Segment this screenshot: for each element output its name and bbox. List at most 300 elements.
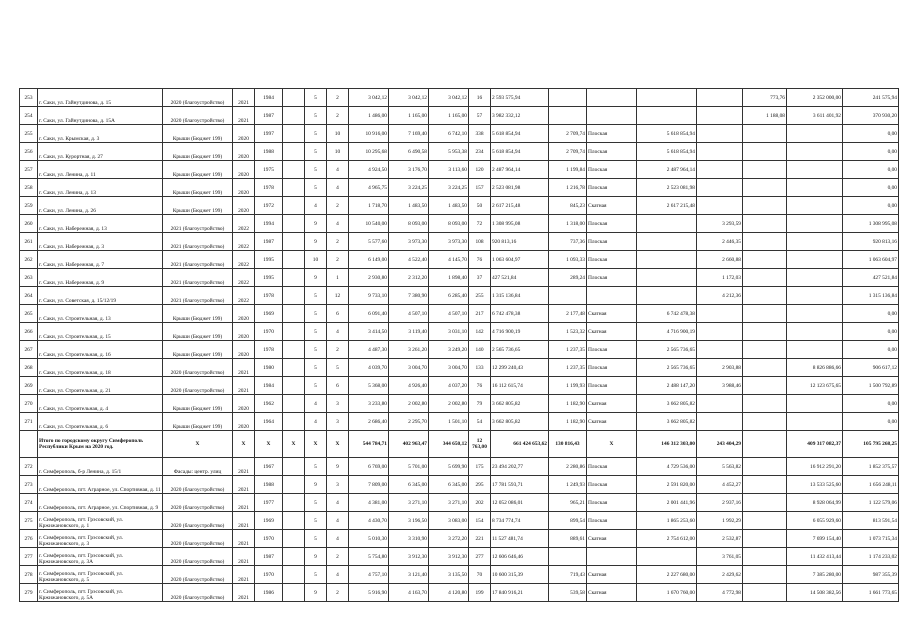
capital-repair-table [19,88,899,602]
cell-col5 [283,548,305,566]
cell-residents: 133 [469,359,491,377]
cell-col20: 0,00 [843,179,899,197]
cell-address: г. Симферополь, пгт. Грэсовский, ул. Кржижановского, д. 1 [38,512,163,530]
cell-col5 [283,323,305,341]
cell-col16 [637,251,697,269]
cell-col14: 1 093,33 [549,251,587,269]
cell-col17: 3 988,46 [697,377,743,395]
cell-col16: 4 716 900,19 [637,323,697,341]
cell-col16 [637,89,697,107]
table-body-simferopol [20,458,899,602]
cell-residents: 217 [469,305,491,323]
cell-area-total: 10 295,68 [349,143,389,161]
cell-address: г. Саки, ул. Строительная, д. 13 [38,305,163,323]
table-row [20,197,899,215]
table-row [20,530,899,548]
cell-floors: 4 [305,413,327,431]
cell-col16 [637,233,697,251]
cell-col20: 1 073 715,34 [843,530,899,548]
cell-total-cost: 2 487 964,14 [491,161,549,179]
cell-area-owned: 3 249,20 [429,341,469,359]
cell-col18 [743,251,787,269]
cell-col17: 4 772,98 [697,584,743,602]
total-c16: 146 312 303,00 [637,431,697,458]
cell-entrances: 3 [327,413,349,431]
cell-area-total: 5 916,90 [349,584,389,602]
cell-built-year: 1975 [255,161,283,179]
cell-total-cost: 1 315 136,84 [491,287,549,305]
cell-roof-type: Плоская [587,458,637,476]
cell-col18 [743,269,787,287]
cell-area-living: 1 483,50 [389,197,429,215]
cell-col18 [743,143,787,161]
cell-residents: 76 [469,251,491,269]
cell-col14: 2 709,74 [549,125,587,143]
cell-floors: 5 [305,125,327,143]
cell-entrances: 2 [327,341,349,359]
table-row [20,413,899,431]
cell-col5 [283,530,305,548]
cell-area-total: 3 233,80 [349,395,389,413]
cell-row-no: 269 [20,377,38,395]
cell-col16: 2 227 680,00 [637,566,697,584]
cell-built-year: 1970 [255,530,283,548]
cell-address: г. Симферополь, пгт. Аграрное, ул. Спортивная, д. 9 [38,494,163,512]
cell-col5 [283,512,305,530]
cell-col5 [283,89,305,107]
cell-col5 [283,359,305,377]
cell-area-total: 2 686,40 [349,413,389,431]
cell-col5 [283,413,305,431]
cell-year: 2022 [233,233,255,251]
cell-col5 [283,143,305,161]
cell-entrances: 2 [327,107,349,125]
cell-floors: 5 [305,377,327,395]
cell-col18 [743,125,787,143]
cell-col18 [743,305,787,323]
cell-built-year: 1987 [255,548,283,566]
cell-col20: 813 591,54 [843,512,899,530]
cell-work-type: 2020 (благоустройство) [163,89,233,107]
cell-row-no: 272 [20,458,38,476]
cell-roof-type: Скатная [587,323,637,341]
cell-address: г. Симферополь, пгт. Аграрное, ул. Спортивная, д. 11 [38,476,163,494]
cell-col20: 987 355,39 [843,566,899,584]
cell-row-no: 256 [20,143,38,161]
cell-col20: 370 930,20 [843,107,899,125]
cell-total-cost: 12 052 086,01 [491,494,549,512]
cell-col18 [743,377,787,395]
cell-roof-type: Плоская [587,494,637,512]
cell-built-year: 1986 [255,584,283,602]
cell-floors: 4 [305,395,327,413]
cell-roof-type: Плоская [587,359,637,377]
cell-total-cost: 4 716 900,19 [491,323,549,341]
cell-col5 [283,287,305,305]
cell-col18 [743,476,787,494]
cell-entrances: 2 [327,584,349,602]
cell-col18 [743,233,787,251]
cell-row-no: 277 [20,548,38,566]
cell-year: 2020 [233,395,255,413]
table-row [20,161,899,179]
cell-entrances: 10 [327,143,349,161]
cell-col5 [283,476,305,494]
cell-area-total: 1 718,70 [349,197,389,215]
cell-col5 [283,377,305,395]
cell-floors: 5 [305,89,327,107]
cell-row-no: 264 [20,287,38,305]
table-row [20,566,899,584]
cell-col17: 3 761,05 [697,548,743,566]
cell-col14: 1 318,00 [549,215,587,233]
table-row [20,323,899,341]
table-row [20,512,899,530]
cell-year: 2020 [233,305,255,323]
cell-built-year: 1987 [255,107,283,125]
cell-area-owned: 4 145,70 [429,251,469,269]
cell-area-total: 6 091,40 [349,305,389,323]
cell-row-no: 267 [20,341,38,359]
cell-col14: 1 216,78 [549,179,587,197]
cell-col5 [283,305,305,323]
cell-col5 [283,251,305,269]
cell-address: г. Симферополь, пгт. Грэсовский, ул. Кржижановского, д. 5 [38,566,163,584]
cell-year: 2020 [233,125,255,143]
cell-entrances: 4 [327,494,349,512]
cell-area-owned: 6 285,40 [429,287,469,305]
total-no [20,431,38,458]
cell-roof-type: Скатная [587,197,637,215]
cell-work-type: Фасады: центр. улиц [163,458,233,476]
cell-col5 [283,233,305,251]
cell-col5 [283,161,305,179]
cell-row-no: 253 [20,89,38,107]
cell-col19: 8 928 064,99 [787,494,843,512]
table-row [20,359,899,377]
cell-row-no: 262 [20,251,38,269]
cell-work-type: 2020 (благоустройство) [163,566,233,584]
cell-year: 2021 [233,359,255,377]
cell-col5 [283,584,305,602]
cell-roof-type: Плоская [587,512,637,530]
total-c19: 409 317 082,37 [787,431,843,458]
cell-col19 [787,413,843,431]
total-x-c5: Х [283,431,305,458]
cell-row-no: 278 [20,566,38,584]
cell-address: г. Саки, ул. Строительная, д. 18 [38,359,163,377]
cell-total-cost: 23 494 202,77 [491,458,549,476]
cell-area-living: 3 271,10 [389,494,429,512]
cell-roof-type: Плоская [587,125,637,143]
cell-area-living: 3 224,25 [389,179,429,197]
cell-area-owned: 4 037,20 [429,377,469,395]
cell-entrances: 2 [327,548,349,566]
cell-row-no: 265 [20,305,38,323]
cell-address: г. Саки, ул. Строительная, д. 21 [38,377,163,395]
cell-built-year: 1969 [255,305,283,323]
cell-area-living: 2 312,20 [389,269,429,287]
cell-residents: 140 [469,341,491,359]
cell-col20: 0,00 [843,413,899,431]
cell-total-cost: 2 617 215,48 [491,197,549,215]
cell-entrances: 4 [327,179,349,197]
cell-col19 [787,143,843,161]
cell-work-type: 2020 (благоустройство) [163,494,233,512]
cell-col20: 0,00 [843,161,899,179]
cell-work-type: 2020 (благоустройство) [163,512,233,530]
cell-col5 [283,269,305,287]
cell-work-type: 2020 (благоустройство) [163,530,233,548]
table-row [20,476,899,494]
cell-area-owned: 3 912,30 [429,548,469,566]
cell-col18 [743,197,787,215]
cell-residents: 157 [469,179,491,197]
cell-residents: 72 [469,215,491,233]
cell-col17: 3 293,59 [697,215,743,233]
cell-col16: 4 729 536,00 [637,458,697,476]
cell-area-owned: 6 742,10 [429,125,469,143]
cell-row-no: 263 [20,269,38,287]
cell-row-no: 270 [20,395,38,413]
cell-residents: 79 [469,395,491,413]
cell-work-type: Крыши (Бюджет 199) [163,143,233,161]
cell-area-total: 1 486,00 [349,107,389,125]
cell-area-total: 10 540,00 [349,215,389,233]
table-row [20,233,899,251]
cell-area-living: 8 093,00 [389,215,429,233]
cell-col19: 6 055 929,60 [787,512,843,530]
cell-col14: 965,21 [549,494,587,512]
cell-col20: 906 617,12 [843,359,899,377]
cell-area-living: 4 522,40 [389,251,429,269]
cell-year: 2021 [233,566,255,584]
cell-built-year: 1962 [255,395,283,413]
table-total [20,431,899,458]
cell-area-total: 4 924,50 [349,161,389,179]
cell-col18 [743,161,787,179]
cell-area-living: 2 295,70 [389,413,429,431]
cell-total-cost: 2 593 575,94 [491,89,549,107]
cell-area-total: 4 381,00 [349,494,389,512]
cell-address: г. Саки, ул. Набережная, д. 9 [38,269,163,287]
cell-floors: 9 [305,269,327,287]
cell-year: 2021 [233,377,255,395]
total-residents: 12 763,00 [469,431,491,458]
cell-col19 [787,323,843,341]
cell-area-total: 5 010,30 [349,530,389,548]
total-c20: 105 795 268,25 [843,431,899,458]
cell-col20: 1 308 995,08 [843,215,899,233]
cell-col14: 1 249,93 [549,476,587,494]
cell-area-owned: 1 501,10 [429,413,469,431]
cell-floors: 5 [305,359,327,377]
cell-floors: 5 [305,143,327,161]
cell-area-total: 10 916,00 [349,125,389,143]
cell-residents: 202 [469,494,491,512]
cell-area-living: 3 119,40 [389,323,429,341]
cell-col20: 1 315 136,84 [843,287,899,305]
table-row [20,458,899,476]
cell-col16: 2 591 820,00 [637,476,697,494]
cell-col19 [787,125,843,143]
cell-col17 [697,89,743,107]
cell-work-type: Крыши (Бюджет 199) [163,323,233,341]
cell-area-living: 3 121,40 [389,566,429,584]
cell-row-no: 266 [20,323,38,341]
cell-col20: 920 813,16 [843,233,899,251]
cell-col17 [697,161,743,179]
cell-roof-type: Скатная [587,584,637,602]
cell-area-living: 3 042,12 [389,89,429,107]
cell-col14 [549,548,587,566]
cell-work-type: Крыши (Бюджет 199) [163,161,233,179]
cell-residents: 50 [469,197,491,215]
cell-col16: 2 001 441,96 [637,494,697,512]
cell-row-no: 276 [20,530,38,548]
cell-col14: 737,36 [549,233,587,251]
total-x-work: Х [163,431,233,458]
cell-total-cost: 5 618 854,94 [491,125,549,143]
cell-work-type: 2021 (благоустройство) [163,251,233,269]
total-c14: 130 816,43 [549,431,587,458]
cell-col14: 1 237,35 [549,341,587,359]
cell-entrances: 4 [327,566,349,584]
cell-roof-type: Плоская [587,476,637,494]
cell-residents: 175 [469,458,491,476]
cell-year: 2021 [233,548,255,566]
cell-col17 [697,305,743,323]
cell-col18 [743,584,787,602]
cell-col19 [787,305,843,323]
cell-work-type: 2020 (благоустройство) [163,377,233,395]
cell-area-owned: 1 898,40 [429,269,469,287]
cell-row-no: 254 [20,107,38,125]
cell-area-total: 4 757,10 [349,566,389,584]
cell-row-no: 258 [20,179,38,197]
cell-year: 2020 [233,413,255,431]
cell-row-no: 271 [20,413,38,431]
cell-area-owned: 1 165,00 [429,107,469,125]
cell-col16: 2 565 736,65 [637,341,697,359]
cell-roof-type [587,107,637,125]
cell-col18 [743,287,787,305]
cell-work-type: 2021 (благоустройство) [163,215,233,233]
cell-area-total: 5 754,80 [349,548,389,566]
cell-year: 2021 [233,584,255,602]
cell-roof-type: Скатная [587,413,637,431]
cell-work-type: Крыши (Бюджет 199) [163,413,233,431]
cell-area-living: 5 701,00 [389,458,429,476]
cell-area-total: 3 042,12 [349,89,389,107]
cell-year: 2020 [233,179,255,197]
cell-col17 [697,179,743,197]
cell-floors: 5 [305,512,327,530]
table-row [20,305,899,323]
cell-total-cost: 11 527 481,74 [491,530,549,548]
cell-col19: 14 508 382,56 [787,584,843,602]
cell-col14: 1 523,32 [549,323,587,341]
cell-col19 [787,269,843,287]
cell-col17: 2 532,87 [697,530,743,548]
cell-col5 [283,197,305,215]
table-row [20,89,899,107]
cell-area-total: 4 487,30 [349,341,389,359]
cell-area-owned: 8 093,00 [429,215,469,233]
cell-total-cost: 8 734 774,74 [491,512,549,530]
cell-col17: 2 429,62 [697,566,743,584]
cell-col19: 12 123 675,65 [787,377,843,395]
cell-floors: 5 [305,305,327,323]
cell-col14: 289,24 [549,269,587,287]
cell-built-year: 1978 [255,179,283,197]
cell-col17: 4 452,27 [697,476,743,494]
cell-work-type: 2021 (благоустройство) [163,233,233,251]
table-row [20,269,899,287]
cell-col17: 2 903,88 [697,359,743,377]
table-row [20,287,899,305]
cell-col17: 2 937,16 [697,494,743,512]
cell-residents: 199 [469,584,491,602]
cell-residents: 70 [469,566,491,584]
cell-col14: 2 280,86 [549,458,587,476]
cell-area-owned: 3 042,12 [429,89,469,107]
table-row [20,125,899,143]
cell-area-owned: 4 507,10 [429,305,469,323]
cell-total-cost: 17 781 593,71 [491,476,549,494]
cell-year: 2022 [233,215,255,233]
cell-address: г. Саки, ул. Гайнутдинова, д. 15 [38,89,163,107]
cell-area-total: 5 577,60 [349,233,389,251]
cell-floors: 5 [305,287,327,305]
cell-col14: 2 709,74 [549,143,587,161]
cell-col16: 3 662 805,82 [637,395,697,413]
cell-area-living: 6 345,00 [389,476,429,494]
cell-col16: 2 565 736,65 [637,359,697,377]
cell-col14: 1 182,90 [549,395,587,413]
cell-area-living: 3 176,70 [389,161,429,179]
cell-floors: 4 [305,197,327,215]
cell-col14: 719,43 [549,566,587,584]
total-x-built: Х [255,431,283,458]
cell-total-cost: 2 565 736,65 [491,341,549,359]
cell-roof-type: Плоская [587,251,637,269]
cell-year: 2021 [233,494,255,512]
cell-address: г. Симферополь, б-р Ленина, д. 15/1 [38,458,163,476]
cell-col20: 0,00 [843,143,899,161]
cell-area-total: 6 769,00 [349,458,389,476]
cell-col18 [743,395,787,413]
cell-col14: 1 199,93 [549,377,587,395]
cell-col18 [743,323,787,341]
cell-col16: 6 742 478,38 [637,305,697,323]
cell-col19: 11 432 413,44 [787,548,843,566]
cell-entrances: 6 [327,305,349,323]
cell-row-no: 279 [20,584,38,602]
cell-floors: 9 [305,548,327,566]
cell-col17 [697,323,743,341]
cell-roof-type: Плоская [587,179,637,197]
cell-col19 [787,341,843,359]
cell-col16 [637,215,697,233]
cell-year: 2020 [233,143,255,161]
cell-col20: 0,00 [843,395,899,413]
cell-work-type: Крыши (Бюджет 199) [163,305,233,323]
cell-built-year: 1964 [255,413,283,431]
total-area-3: 344 650,12 [429,431,469,458]
cell-col16: 2 523 081,98 [637,179,697,197]
table-body-saki [20,89,899,431]
